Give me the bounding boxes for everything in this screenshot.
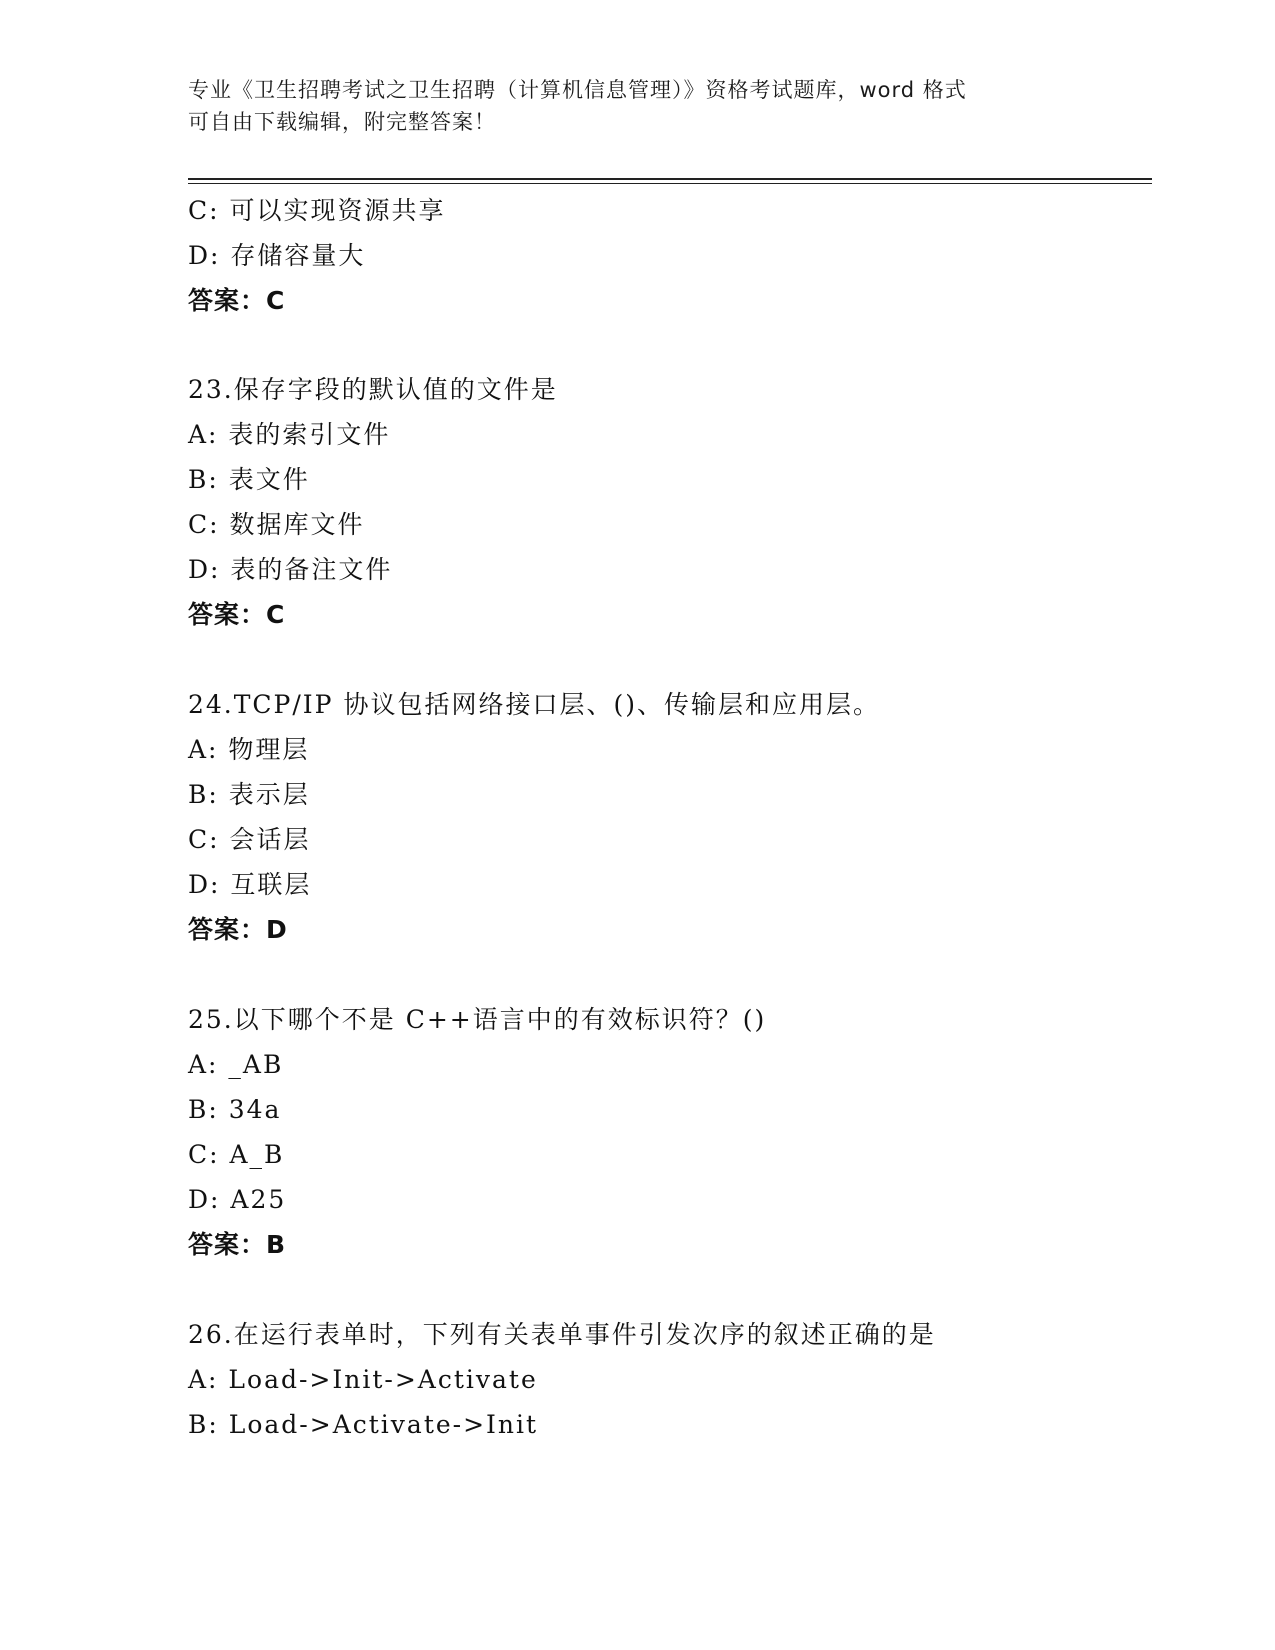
- document-header: [188, 74, 1088, 138]
- option-line: C: 会话层: [188, 825, 311, 854]
- option-line: D: 存储容量大: [188, 241, 366, 270]
- question-line: 24.TCP/IP 协议包括网络接口层、()、传输层和应用层。: [188, 690, 880, 719]
- answer-line: 答案：B: [188, 1230, 287, 1259]
- answer-line: 答案：D: [188, 915, 288, 944]
- question-line: 25.以下哪个不是 C++语言中的有效标识符？(): [188, 1005, 767, 1034]
- header-line-2: 可自由下载编辑，附完整答案！: [188, 110, 496, 134]
- option-line: A: 物理层: [188, 735, 310, 764]
- option-line: A: 表的索引文件: [188, 420, 391, 449]
- option-line: D: 互联层: [188, 870, 312, 899]
- option-line: B: 表示层: [188, 780, 310, 809]
- option-line: B: 34a: [188, 1095, 282, 1124]
- option-line: B: 表文件: [188, 465, 310, 494]
- answer-line: 答案：C: [188, 286, 286, 315]
- header-divider-thick: [188, 178, 1152, 180]
- option-line: C: A_B: [188, 1140, 285, 1169]
- option-line: C: 数据库文件: [188, 510, 365, 539]
- option-line: A: _AB: [188, 1050, 284, 1079]
- option-line: A: Load->Init->Activate: [188, 1365, 538, 1394]
- option-line: B: Load->Activate->Init: [188, 1410, 539, 1439]
- question-line: 26.在运行表单时，下列有关表单事件引发次序的叙述正确的是: [188, 1320, 936, 1349]
- header-divider-thin: [188, 183, 1152, 184]
- header-line-1: 专业《卫生招聘考试之卫生招聘（计算机信息管理）》资格考试题库，word 格式: [188, 78, 967, 102]
- option-line: C: 可以实现资源共享: [188, 196, 446, 225]
- answer-line: 答案：C: [188, 600, 286, 629]
- question-line: 23.保存字段的默认值的文件是: [188, 375, 558, 404]
- option-line: D: 表的备注文件: [188, 555, 393, 584]
- option-line: D: A25: [188, 1185, 287, 1214]
